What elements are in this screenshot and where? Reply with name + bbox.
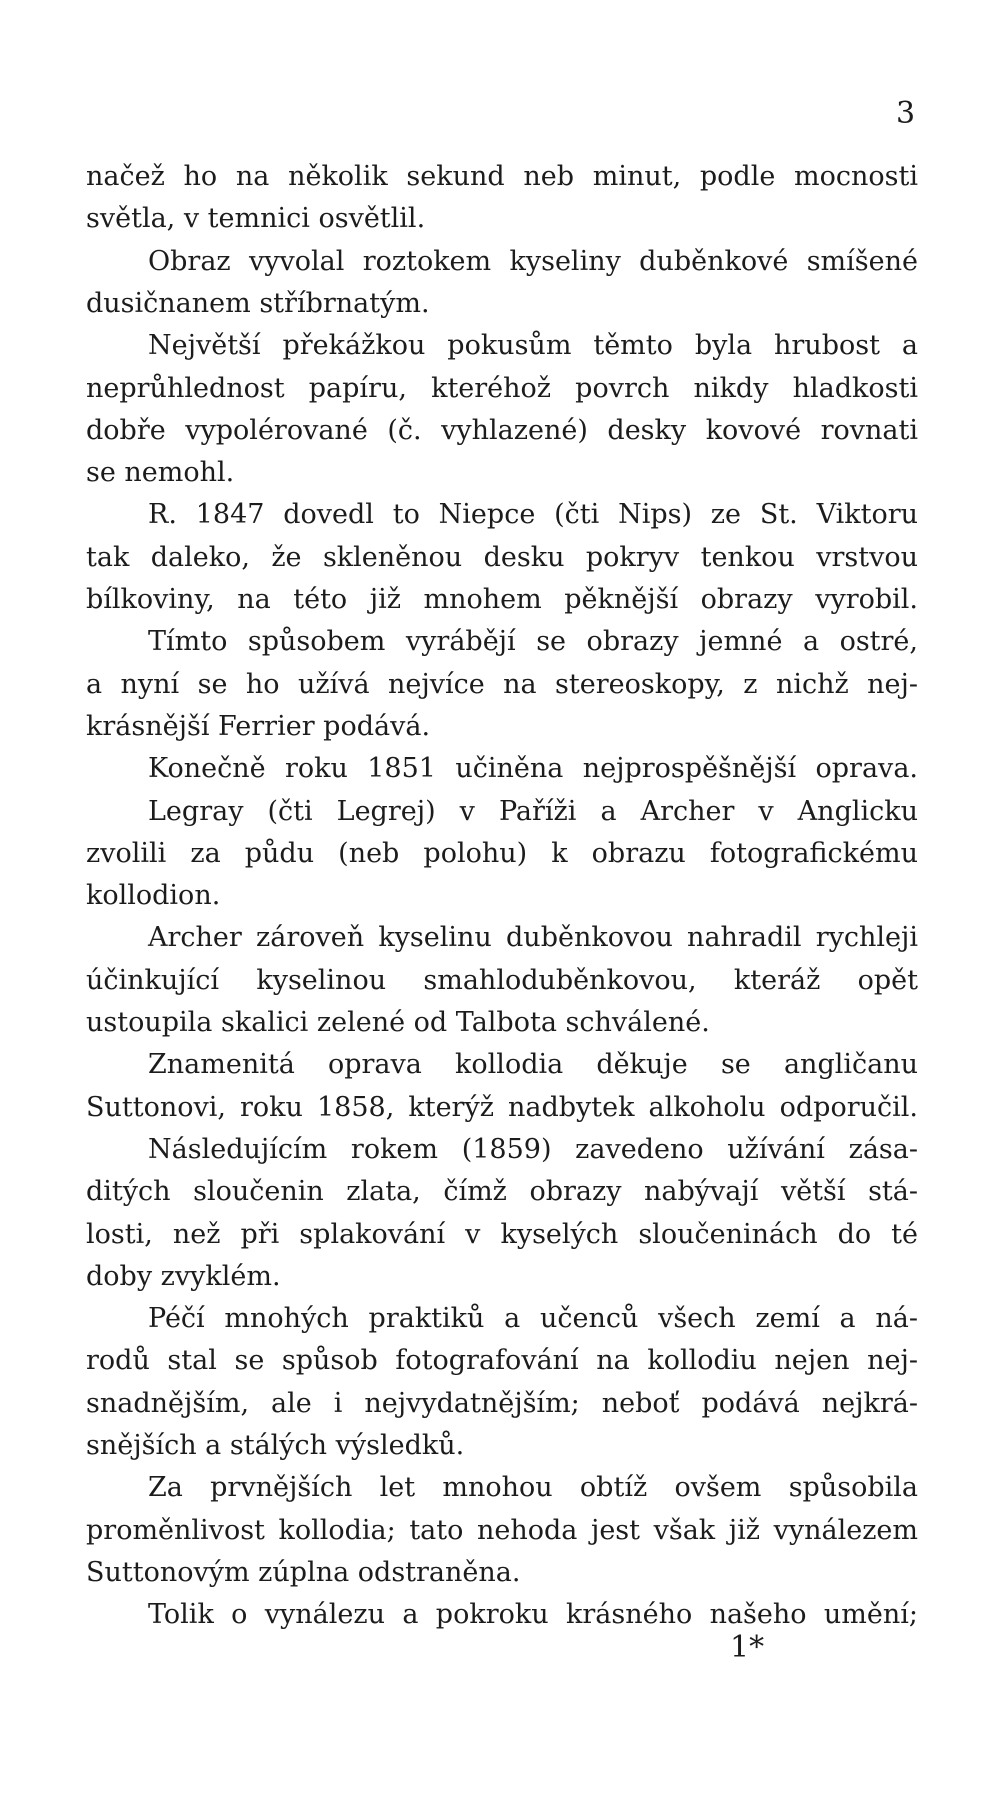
text-line: snějších a stálých výsledků. — [86, 1430, 465, 1461]
text-line: Legray (čti Legrej) v Paříži a Archer v Anglicku — [148, 796, 918, 827]
text-line: Za prvnějších let mnohou obtíž ovšem spůsobila — [148, 1472, 918, 1503]
text-line: Následujícím rokem (1859) zavedeno užívání zása- — [148, 1134, 918, 1165]
text-line: načež ho na několik sekund neb minut, podle mocnosti — [86, 161, 918, 192]
text-line: snadnějším, ale i nejvydatnějším; neboť podává nejkrá- — [86, 1388, 918, 1419]
text-line: Archer zároveň kyselinu duběnkovou nahradil rychleji — [148, 922, 918, 953]
text-line: Největší překážkou pokusům těmto byla hrubost a — [148, 330, 918, 361]
text-line: Tímto spůsobem vyrábějí se obrazy jemné a ostré, — [148, 626, 918, 657]
text-line: bílkoviny, na této již mnohem pěknější obrazy vyrobil. — [86, 584, 918, 615]
text-line: ustoupila skalici zelené od Talbota schválené. — [86, 1007, 710, 1038]
text-line: proměnlivost kollodia; tato nehoda jest však již vynálezem — [86, 1515, 918, 1546]
text-line: rodů stal se spůsob fotografování na kollodiu nejen nej- — [86, 1345, 918, 1376]
text-line: účinkující kyselinou smahloduběnkovou, kteráž opět — [86, 965, 918, 996]
text-line: neprůhlednost papíru, kteréhož povrch nikdy hladkosti — [86, 373, 918, 404]
text-line: Znamenitá oprava kollodia děkuje se angličanu — [148, 1049, 918, 1080]
text-line: tak daleko, že skleněnou desku pokryv tenkou vrstvou — [86, 542, 918, 573]
text-line: zvolili za půdu (neb polohu) k obrazu fotografickému — [86, 838, 918, 869]
text-line: Obraz vyvolal roztokem kyseliny duběnkové smíšené — [148, 246, 918, 277]
text-line: se nemohl. — [86, 457, 235, 488]
text-line: světla, v temnici osvětlil. — [86, 203, 426, 234]
text-line: kollodion. — [86, 880, 221, 911]
text-line: dobře vypolérované (č. vyhlazené) desky kovové rovnati — [86, 415, 918, 446]
text-line: Suttonovým zúplna odstraněna. — [86, 1557, 521, 1588]
text-line: ditých sloučenin zlata, čímž obrazy nabývají větší stá- — [86, 1176, 918, 1207]
text-line: dusičnanem stříbrnatým. — [86, 288, 430, 319]
text-line: Péčí mnohých praktiků a učenců všech zemí a ná- — [148, 1303, 918, 1334]
text-line: Konečně roku 1851 učiněna nejprospěšnější oprava. — [148, 753, 918, 784]
text-line: Suttonovi, roku 1858, kterýž nadbytek alkoholu odporučil. — [86, 1092, 918, 1123]
text-line: krásnější Ferrier podává. — [86, 711, 431, 742]
page-number: 3 — [896, 96, 916, 131]
text-line: doby zvyklém. — [86, 1261, 281, 1292]
text-line: losti, než při splakování v kyselých sloučeninách do té — [86, 1219, 918, 1250]
text-line: a nyní se ho užívá nejvíce na stereoskopy, z nichž nej- — [86, 669, 918, 700]
text-line: Tolik o vynálezu a pokroku krásného našeho umění; — [148, 1599, 918, 1630]
signature-mark: 1* — [730, 1630, 765, 1665]
text-line: R. 1847 dovedl to Niepce (čti Nips) ze St. Viktoru — [148, 499, 918, 530]
